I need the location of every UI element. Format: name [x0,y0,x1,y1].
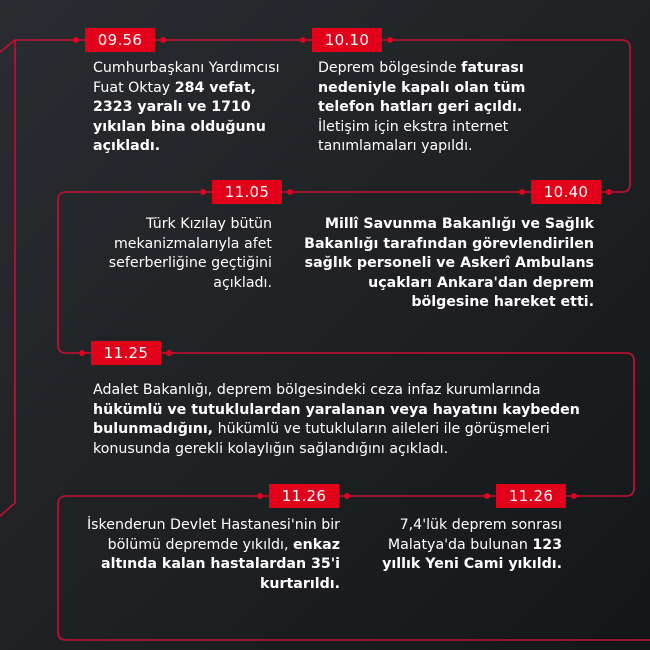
entry-1105 [76,215,272,293]
entry-text: İletişim için ekstra internet tanımlamaları yapıldı. [318,118,509,154]
entry-text: Türk Kızılay bütün mekanizmalarıyla afet seferberliğine geçtiğini açıkladı. [108,216,272,291]
time-badge-1105: 11.05 [212,180,282,204]
entry-text: Cumhurbaşkanı Yardımcısı Fuat Oktay [93,60,280,96]
entry-0956 [93,59,293,157]
entry-text-bold: 284 vefat, 2323 yaralı ve 1710 yıkılan bina olduğunu açıkladı. [93,79,266,154]
entry-1126-left [76,516,340,594]
entry-text-bold: 123 yıllık Yeni Cami yıkıldı. [382,536,562,572]
entry-text-bold: enkaz altında kalan hastalardan 35'i kurtarıldı. [101,536,340,592]
entry-1125 [93,381,613,459]
entry-text: Adalet Bakanlığı, deprem bölgesindeki ceza infaz kurumlarında [93,382,541,398]
entry-text: Deprem bölgesinde [318,60,462,76]
time-badge-0956: 09.56 [85,28,155,52]
time-badge-1010: 10.10 [312,28,382,52]
entry-1126-right [370,516,562,575]
entry-text-bold: hükümlü ve tutuklulardan yaralanan veya hayatını kaybeden bulunmadığını, [93,401,580,437]
entry-text-bold: Millî Savunma Bakanlığı ve Sağlık Bakanlığı tarafından görevlendirilen sağlık personeli ve Askerî Ambulans uçakları Ankara'dan deprem bölgesine hareket etti. [304,216,594,310]
time-badge-1126-right: 11.26 [496,484,566,508]
entry-text: İskenderun Devlet Hastanesi'nin bir bölümü depremde yıkıldı, [86,517,340,553]
entry-text-bold: faturası nedeniyle kapalı olan tüm telefon hatları geri açıldı. [318,60,526,115]
entry-text: hükümlü ve tutukluların aileleri ile görüşmeleri konusunda gerekli kolaylığın sağlandığını açıkladı. [93,421,550,457]
entry-text: 7,4'lük deprem sonrası Malatya'da bulunan [387,517,562,553]
time-badge-1125: 11.25 [91,341,161,365]
time-badge-1126-left: 11.26 [269,484,339,508]
time-badge-1040: 10.40 [531,180,601,204]
entry-1040 [294,215,594,313]
entry-1010 [318,59,573,157]
